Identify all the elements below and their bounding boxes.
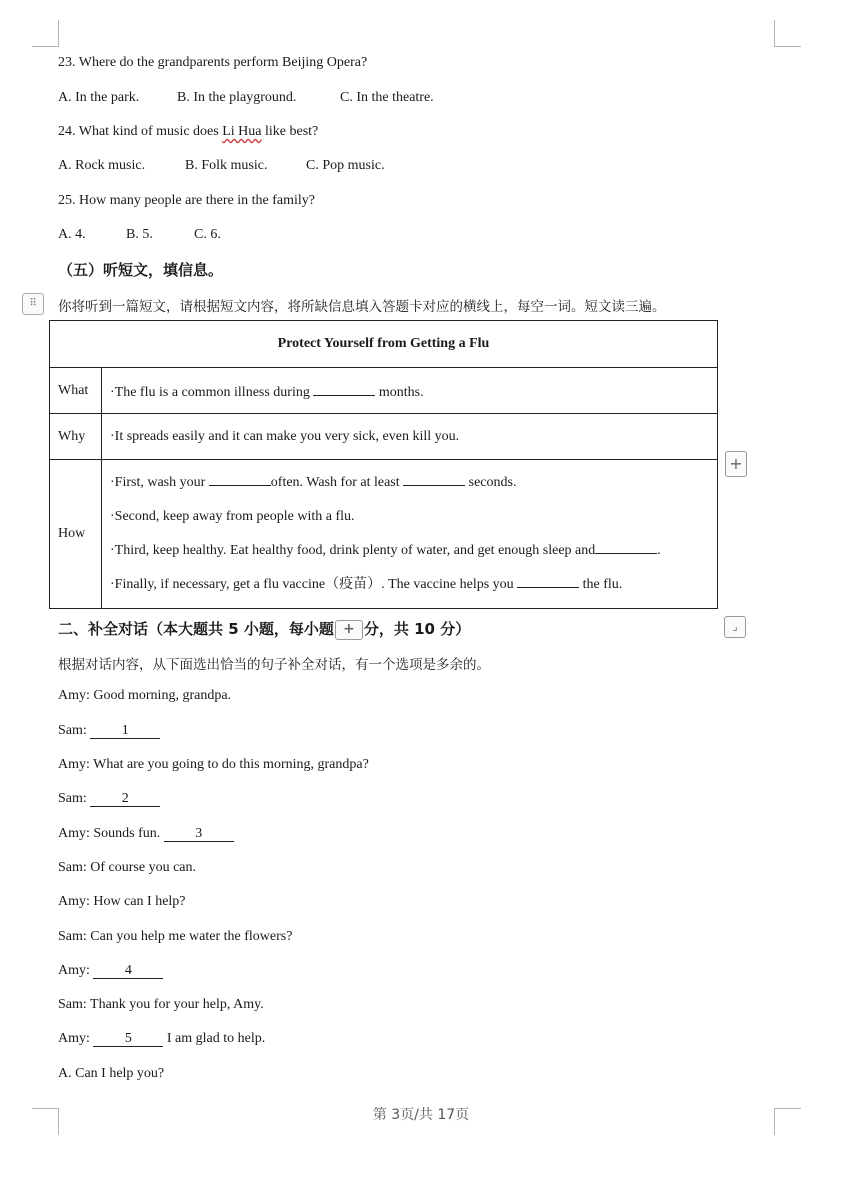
option-c: C. Pop music. (306, 158, 385, 173)
part-2-heading (58, 618, 470, 640)
line-text: ·Third, keep healthy. Eat healthy food, drink plenty of water, and get enough sleep and (110, 543, 596, 558)
speaker-label: Amy: (58, 894, 90, 909)
dialogue-line (58, 757, 369, 773)
row-content-why: ·It spreads easily and it can make you very sick, even kill you. (102, 414, 718, 460)
dialogue-text: Good morning, grandpa. (93, 688, 232, 703)
row-label-what: What (50, 368, 102, 414)
question-23-options (58, 90, 434, 106)
dialogue-line (58, 929, 292, 945)
speaker-label: Sam: (58, 723, 87, 738)
spellcheck-name: Li Hua (222, 124, 262, 139)
heading-text: 分，共 10 分） (363, 620, 471, 638)
speaker-label: Amy: (58, 688, 90, 703)
option-a: A. In the park. (58, 90, 140, 105)
dialogue-text: Thank you for your help, Amy. (90, 997, 264, 1012)
option-c: C. 6. (194, 227, 221, 242)
line-text: . (657, 543, 661, 558)
row-label-why: Why (50, 414, 102, 460)
dialogue-line (58, 997, 264, 1013)
how-line-2: ·Second, keep away from people with a flu. (110, 509, 355, 524)
dialogue-text: How can I help? (93, 894, 186, 909)
dialogue-blank-5[interactable]: 5 (93, 1031, 163, 1047)
speaker-label: Sam: (58, 929, 87, 944)
option-c: C. In the theatre. (340, 90, 434, 105)
dialogue-text: Sounds fun. (93, 826, 161, 841)
dialogue-blank-4[interactable]: 4 (93, 963, 163, 979)
line-text: ·Finally, if necessary, get a flu vaccine（疫苗）. The vaccine helps you (110, 577, 518, 592)
flu-info-table (49, 320, 718, 609)
option-b: B. 5. (126, 227, 153, 242)
speaker-label: Sam: (58, 860, 87, 875)
dialogue-line (58, 826, 234, 842)
dialogue-blank-2[interactable]: 2 (90, 791, 160, 807)
question-25-options (58, 227, 221, 243)
question-24-text-post: like best? (261, 124, 319, 139)
line-text: the flu. (579, 577, 623, 592)
row-content-how (102, 460, 718, 609)
question-24-text-pre: 24. What kind of music does (58, 124, 223, 139)
dialogue-text: Of course you can. (90, 860, 197, 875)
speaker-label: Amy: (58, 963, 90, 978)
table-title: Protect Yourself from Getting a Flu (50, 321, 718, 368)
corner-mark-top-right (774, 20, 801, 47)
speaker-label: Amy: (58, 826, 90, 841)
table-row-why (50, 414, 718, 460)
dialogue-line (58, 688, 231, 704)
dialogue-blank-1[interactable]: 1 (90, 723, 160, 739)
answer-blank[interactable] (595, 539, 657, 554)
table-row-how (50, 460, 718, 609)
dialogue-text: I am glad to help. (166, 1031, 266, 1046)
how-line-4 (110, 568, 709, 602)
speaker-label: Amy: (58, 757, 90, 772)
table-title-row (50, 321, 718, 368)
dialogue-line (58, 860, 196, 876)
option-a: A. 4. (58, 227, 86, 242)
option-b: B. Folk music. (185, 158, 268, 173)
part-2-instruction: 根据对话内容，从下面选出恰当的句子补全对话，有一个选项是多余的。 (58, 657, 490, 673)
line-text: often. Wash for at least (270, 475, 404, 490)
option-b: B. In the playground. (177, 90, 297, 105)
question-23: 23. Where do the grandparents perform Beijing Opera? (58, 55, 368, 70)
question-24-options (58, 158, 385, 174)
question-24 (58, 124, 318, 140)
how-line-1 (110, 466, 709, 500)
table-row-what (50, 368, 718, 414)
dialogue-line (58, 723, 160, 739)
corner-mark-top-left (32, 20, 59, 47)
speaker-label: Sam: (58, 791, 87, 806)
option-a: A. Rock music. (58, 158, 146, 173)
line-text: ·The flu is a common illness during (110, 384, 314, 400)
answer-blank[interactable] (403, 471, 465, 486)
speaker-label: Sam: (58, 997, 87, 1012)
row-label-how: How (50, 460, 102, 609)
line-text: ·First, wash your (110, 475, 209, 490)
answer-option-a: A. Can I help you? (58, 1066, 165, 1081)
add-column-plus-icon[interactable]: + (335, 620, 363, 640)
dialogue-line (58, 963, 163, 979)
dialogue-line (58, 1031, 265, 1047)
section-5-heading: （五）听短文，填信息。 (58, 261, 224, 279)
drag-handle-icon[interactable]: ⠿ (22, 293, 44, 315)
answer-blank[interactable] (313, 381, 375, 396)
row-content-what (102, 368, 718, 414)
dialogue-line (58, 894, 186, 910)
page-footer: 第 3页/共 17页 (372, 1107, 470, 1123)
table-resize-icon[interactable]: ⌟ (724, 616, 746, 638)
speaker-label: Amy: (58, 1031, 90, 1046)
answer-blank[interactable] (209, 471, 271, 486)
dialogue-blank-3[interactable]: 3 (164, 826, 234, 842)
heading-text: 二、补全对话（本大题共 5 小题，每小题 (58, 620, 334, 638)
how-line-3 (110, 534, 709, 568)
section-5-instruction: 你将听到一篇短文，请根据短文内容，将所缺信息填入答题卡对应的横线上，每空一词。短文读三遍。 (58, 299, 666, 315)
line-text: months. (375, 384, 424, 400)
answer-blank[interactable] (517, 573, 579, 588)
dialogue-text: Can you help me water the flowers? (90, 929, 293, 944)
dialogue-line (58, 791, 160, 807)
line-text: seconds. (465, 475, 517, 490)
add-row-plus-icon[interactable]: + (725, 451, 747, 477)
dialogue-text: What are you going to do this morning, grandpa? (93, 757, 369, 772)
question-25: 25. How many people are there in the family? (58, 193, 315, 208)
